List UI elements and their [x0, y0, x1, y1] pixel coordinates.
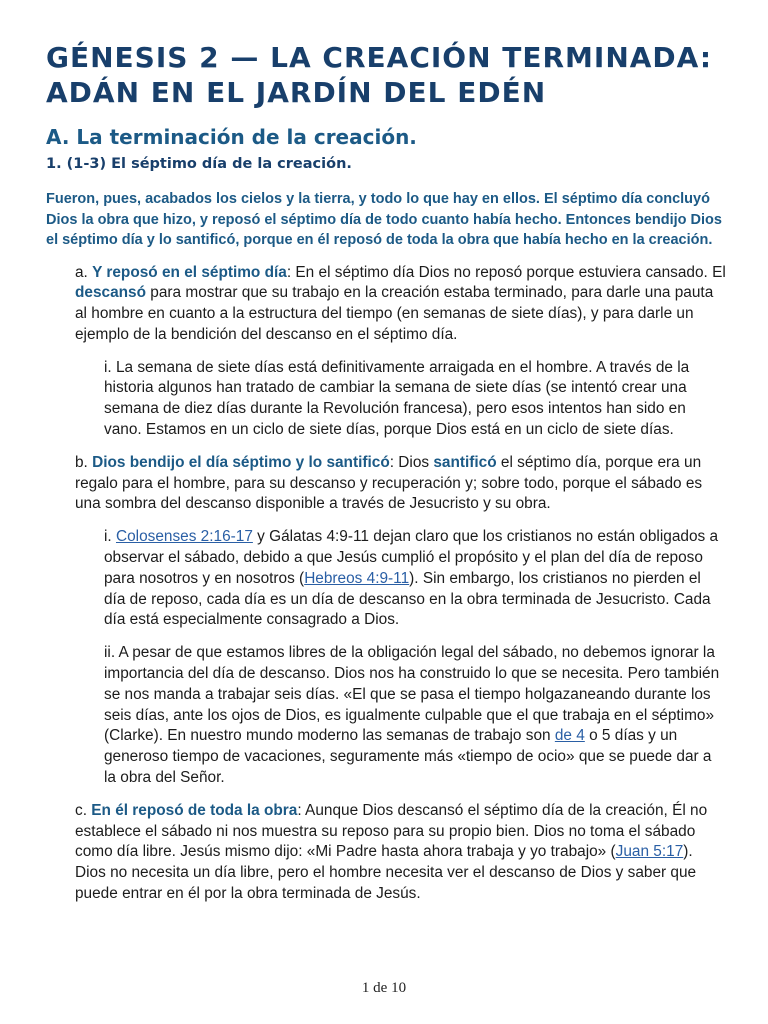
point-b-ii: [104, 643, 726, 789]
point-b-ii-text-2: o 5 días y un generoso tiempo de vacaciones, seguramente más «tiempo de ocio» que se puede dar a la obra del Señor.: [104, 727, 712, 787]
point-c: [75, 801, 726, 905]
point-c-phrase: En él reposó de toda la obra: [91, 801, 298, 819]
page-title: GÉNESIS 2 — LA CREACIÓN TERMINADA: ADÁN EN EL JARDÍN DEL EDÉN: [46, 41, 713, 109]
point-a-marker: a.: [75, 263, 93, 281]
point-c-text-2: ). Dios no necesita un día libre, pero el hombre necesita ver el descanso de Dios y saber que puede entrar en él por la obra terminada de Jesús.: [75, 843, 697, 903]
point-c-text-1: : Aunque Dios descansó el séptimo día de la creación, Él no establece el sábado ni nos muestra su reposo para su propio bien. Dios no toma el sábado como día libre. Jesús mismo dijo: «Mi Padre hasta ahora trabaja y yo trabajo» (: [75, 801, 708, 861]
point-b-phrase: Dios bendijo el día séptimo y lo santificó: [92, 453, 390, 471]
point-a-text-2: para mostrar que su trabajo en la creación estaba terminado, para darle una pauta al hombre en cuanto a la estructura del tiempo (en semanas de siete días), y para darle un ejemplo de la bendición del descanso en el séptimo día.: [75, 284, 714, 343]
point-b-keyword: santificó: [433, 453, 497, 471]
point-b-i-text-2: ). Sin embargo, los cristianos no pierden el día de reposo, cada día es un día de descanso en la obra terminada de Jesucristo. Cada día está especialmente consagrado a Dios.: [104, 569, 711, 629]
point-b-i-text-1: y Gálatas 4:9-11 dejan claro que los cristianos no están obligados a observar el sábado, debido a que Jesús cumplió el propósito y el plan del día de reposo para nosotros y en nosotros (: [104, 528, 719, 587]
scripture-passage: Fueron, pues, acabados los cielos y la tierra, y todo lo que hay en ellos. El séptimo día concluyó Dios la obra que hizo, y reposó el séptimo día de todo cuanto había hecho. Entonces bendijo Dios el séptimo día y lo santificó, porque en él reposó de toda la obra que había hecho en la creación.: [46, 191, 722, 248]
point-b-text-2: el séptimo día, porque era un regalo para el hombre, para su descanso y recuperación y; sobre todo, porque el sábado es una sombra del descanso disponible a través de Jesucristo y su obra.: [75, 453, 703, 513]
de-4-link[interactable]: de 4: [554, 727, 585, 745]
hebreos-link[interactable]: Hebreos 4:9-11: [304, 569, 410, 587]
point-a-text-1: : En el séptimo día Dios no reposó porque estuviera cansado. El: [286, 263, 726, 281]
point-b-i: [104, 527, 726, 631]
point-b-ii-text-1: ii. A pesar de que estamos libres de la obligación legal del sábado, no debemos ignorar la importancia del día de descanso. Dios nos ha construido lo que se necesita. Pero también se nos manda a trabajar seis días. «El que se pasa el tiempo holgazaneando durante los seis días, ante los ojos de Dios, es igualmente culpable que el que trabaja en el séptimo» (Clarke). En nuestro mundo moderno las semanas de trabajo son: [104, 644, 720, 745]
colosenses-link[interactable]: Colosenses 2:16-17: [115, 528, 253, 546]
point-b: [75, 453, 726, 515]
point-b-marker: b.: [75, 453, 93, 471]
subsection-heading-1: 1. (1-3) El séptimo día de la creación.: [46, 156, 352, 172]
page-number: 1 de 10: [361, 980, 407, 996]
juan-link[interactable]: Juan 5:17: [615, 843, 684, 861]
point-c-marker: c.: [75, 801, 92, 819]
point-a: [75, 263, 726, 346]
point-a-i: i. La semana de siete días está definitivamente arraigada en el hombre. A través de la historia algunos han tratado de cambiar la semana de siete días (se intentó crear una semana de diez días durante la Revolución francesa), pero esos intentos han sido en vano. Estamos en un ciclo de siete días, porque Dios está en un ciclo de siete días.: [104, 358, 690, 439]
section-heading-a: A. La terminación de la creación.: [46, 125, 417, 149]
point-a-keyword: descansó: [75, 284, 147, 302]
point-b-i-marker: i.: [104, 528, 116, 546]
document-page: [46, 40, 726, 905]
point-a-phrase: Y reposó en el séptimo día: [92, 263, 287, 281]
point-b-text-1: : Dios: [389, 453, 434, 471]
